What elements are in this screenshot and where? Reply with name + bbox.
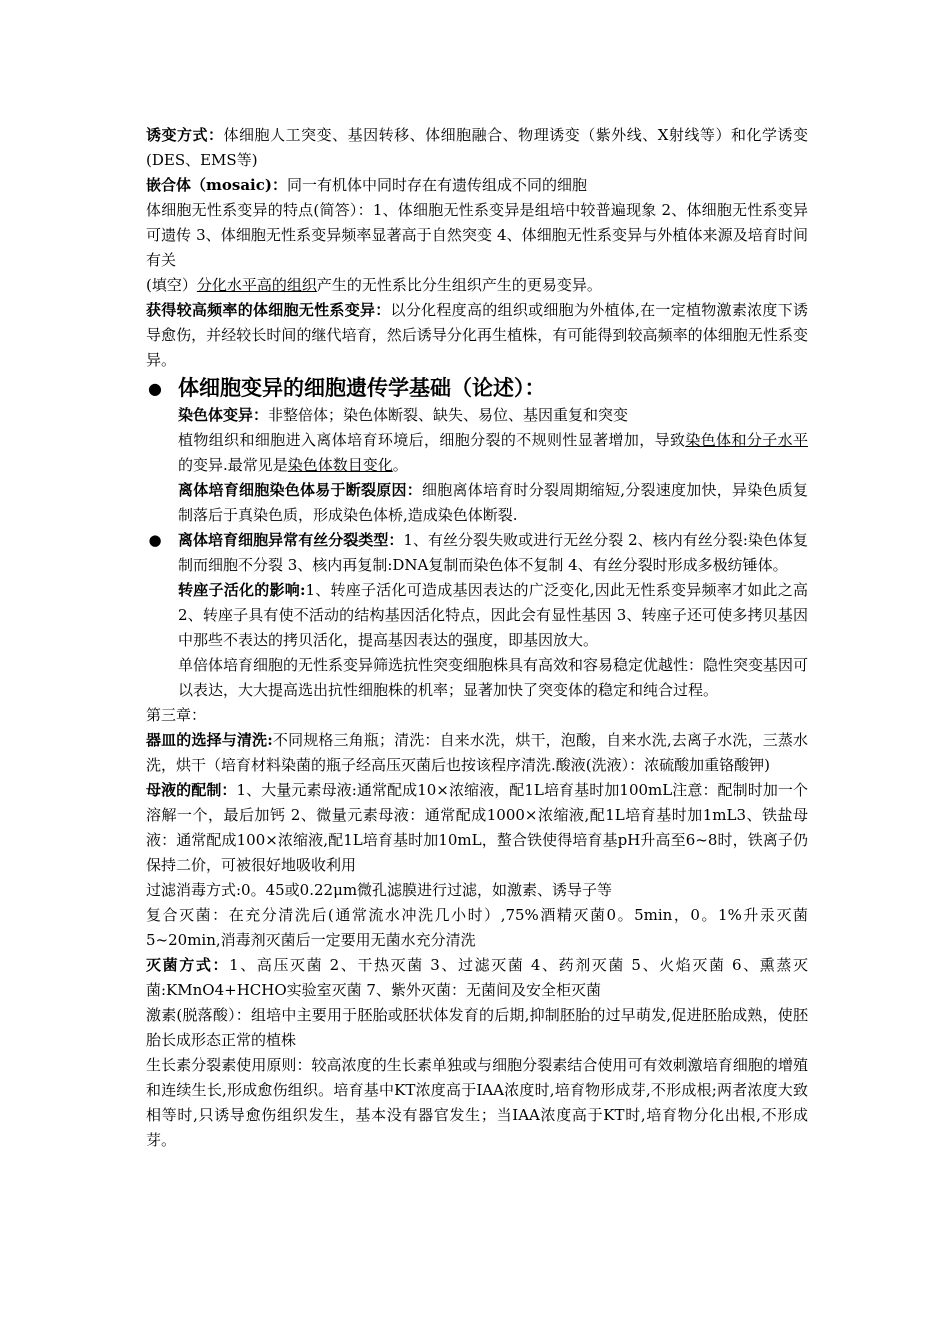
- heading-text: 体细胞变异的细胞遗传学基础（论述）：: [178, 375, 546, 400]
- paragraph-high-frequency: [146, 298, 808, 373]
- paragraph-text: 1、有丝分裂失败或进行无丝分裂 2、核内有丝分裂:染色体复制而细胞不分裂 3、核内再复制:DNA复制而染色体不复制 4、有丝分裂时形成多极纺锤体。: [178, 531, 808, 574]
- term-label: 离体培育细胞染色体易于断裂原因：: [178, 481, 422, 499]
- paragraph-compound-sterilization: [146, 903, 808, 953]
- paragraph-haploid: [146, 653, 808, 703]
- underlined-term: 染色体和分子水平: [685, 431, 808, 449]
- term-label: 母液的配制：: [146, 781, 237, 799]
- term-label: 离体培育细胞异常有丝分裂类型：: [178, 531, 404, 549]
- chapter-heading: [146, 703, 808, 728]
- paragraph-transposon: [146, 578, 808, 653]
- paragraph-text: 产生的无性系比分生组织产生的更易变异。: [316, 276, 602, 294]
- term-label: 诱变方式：: [146, 126, 224, 144]
- paragraph-text: 体细胞无性系变异的特点(简答）：1、体细胞无性系变异是组培中较普遍现象 2、体细胞无性系变异可遗传 3、体细胞无性系变异频率显著高于自然突变 4、体细胞无性系变异与外植体来源及培育时间有关: [146, 201, 808, 269]
- paragraph-text: 不同规格三角瓶；清洗：自来水洗，烘干，泡酸，自来水洗,去离子水洗，三蒸水洗，烘干（培育材料染菌的瓶子经高压灭菌后也按该程序清洗.酸液(洗液）：浓硫酸加重铬酸钾): [146, 731, 808, 774]
- paragraph-text: (填空）: [146, 276, 197, 294]
- paragraph-text: 细胞离体培育时分裂周期缩短,分裂速度加快，异染色质复制落后于真染色质，形成染色体桥,造成染色体断裂.: [178, 481, 808, 524]
- term-label: 转座子活化的影响:: [178, 581, 306, 599]
- section-heading-cytogenetics: [146, 373, 808, 403]
- term-label: 器皿的选择与清洗:: [146, 731, 273, 749]
- paragraph-text: 过滤消毒方式:0。45或0.22μm微孔滤膜进行过滤，如激素、诱导子等: [146, 881, 613, 899]
- paragraph-mutagenesis: [146, 123, 808, 173]
- paragraph-sterilization-methods: [146, 953, 808, 1003]
- paragraph-text: 1、大量元素母液:通常配成10×浓缩液，配1L培育基时加100mL注意：配制时加一个溶解一个，最后加钙 2、微量元素母液：通常配成1000×浓缩液,配1L培育基时加1mL3、铁盐母液：通常配成100×浓缩液,配1L培育基时加10mL，螯合铁使得培育基pH升高至6~8时，铁离子仍保持二价，可被很好地吸收利用: [146, 781, 808, 874]
- paragraph-text: 以分化程度高的组织或细胞为外植体,在一定植物激素浓度下诱导愈伤，并经较长时间的继代培育，然后诱导分化再生植株，有可能得到较高频率的体细胞无性系变异。: [146, 301, 808, 369]
- underlined-term: 分化水平高的组织: [196, 276, 317, 294]
- paragraph-chromosome-variation: [146, 403, 808, 428]
- paragraph-text: 复合灭菌：在充分清洗后(通常流水冲洗几小时）,75%酒精灭菌0。5min，0。1%升汞灭菌5~20min,消毒剂灭菌后一定要用无菌水充分清洗: [146, 906, 808, 949]
- paragraph-text: 1、高压灭菌 2、干热灭菌 3、过滤灭菌 4、药剂灭菌 5、火焰灭菌 6、熏蒸灭菌:KMnO4+HCHO实验室灭菌 7、紫外灭菌：无菌间及安全柜灭菌: [146, 956, 808, 999]
- paragraph-chromosome-breakage: [146, 478, 808, 528]
- paragraph-auxin-cytokinin: [146, 1053, 808, 1153]
- paragraph-in-vitro-irregularity: [146, 428, 808, 478]
- bullet-icon: ●: [148, 531, 162, 549]
- paragraph-text: 激素(脱落酸）：组培中主要用于胚胎或胚状体发育的后期,抑制胚胎的过早萌发,促进胚胎成熟，使胚胎长成形态正常的植株: [146, 1006, 808, 1049]
- underlined-term: 染色体数目变化: [287, 456, 393, 474]
- paragraph-text: 的变异.最常见是: [178, 456, 288, 474]
- term-label: 染色体变异：: [178, 406, 269, 424]
- paragraph-text: 同一有机体中同时存在有遗传组成不同的细胞: [286, 176, 587, 194]
- paragraph-fill-blank: [146, 273, 808, 298]
- term-label: 灭菌方式：: [146, 956, 230, 974]
- paragraph-stock-solution: [146, 778, 808, 878]
- paragraph-text: 生长素分裂素使用原则：较高浓度的生长素单独或与细胞分裂素结合使用可有效刺激培育细胞的增殖和连续生长,形成愈伤组织。培育基中KT浓度高于IAA浓度时,培育物形成芽,不形成根;两者浓度大致相等时,只诱导愈伤组织发生，基本没有器官发生；当IAA浓度高于KT时,培育物分化出根,不形成芽。: [146, 1056, 808, 1149]
- paragraph-mosaic: [146, 173, 808, 198]
- list-item-abnormal-mitosis: [146, 528, 808, 578]
- paragraph-text: 非整倍体；染色体断裂、缺失、易位、基因重复和突变: [268, 406, 629, 424]
- paragraph-text: 。: [392, 456, 408, 474]
- paragraph-filter-sterilization: [146, 878, 808, 903]
- paragraph-text: 1、转座子活化可造成基因表达的广泛变化,因此无性系变异频率才如此之高 2、转座子具有使不活动的结构基因活化特点，因此会有显性基因 3、转座子还可使多拷贝基因中那些不表达的拷贝活化，提高基因表达的强度，即基因放大。: [178, 581, 808, 649]
- term-label: 获得较高频率的体细胞无性系变异：: [146, 301, 391, 319]
- paragraph-glassware: [146, 728, 808, 778]
- paragraph-text: 单倍体培育细胞的无性系变异筛选抗性突变细胞株具有高效和容易稳定优越性：隐性突变基因可以表达，大大提高选出抗性细胞株的机率；显著加快了突变体的稳定和纯合过程。: [178, 656, 809, 699]
- bullet-icon: ●: [148, 379, 162, 398]
- document-body: [146, 123, 808, 1153]
- paragraph-text: 第三章：: [146, 706, 207, 724]
- paragraph-text: 植物组织和细胞进入离体培育环境后，细胞分裂的不规则性显著增加，导致: [178, 431, 686, 449]
- term-label: 嵌合体（mosaic)：: [146, 176, 287, 194]
- paragraph-text: 体细胞人工突变、基因转移、体细胞融合、物理诱变（紫外线、X射线等）和化学诱变(DES、EMS等): [146, 126, 808, 169]
- paragraph-variation-features: [146, 198, 808, 273]
- paragraph-abscisic-acid: [146, 1003, 808, 1053]
